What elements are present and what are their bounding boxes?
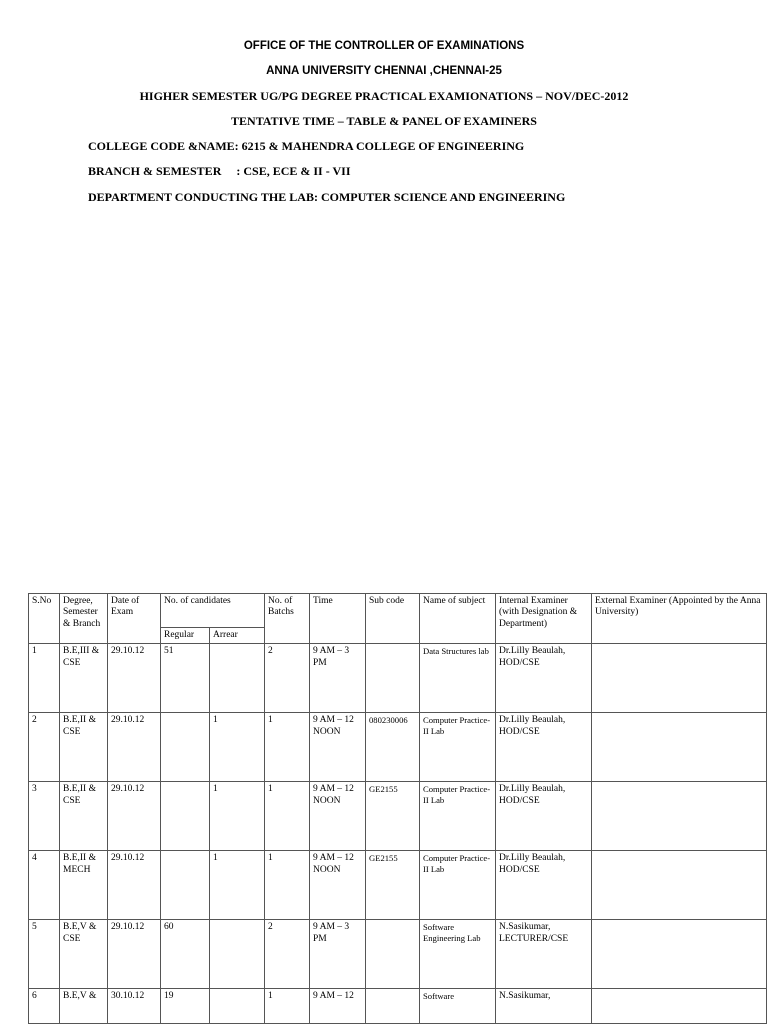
cell-external — [592, 851, 767, 920]
cell-batches: 1 — [265, 782, 310, 851]
cell-regular — [161, 782, 210, 851]
cell-external — [592, 713, 767, 782]
cell-date: 29.10.12 — [108, 782, 161, 851]
table-row — [29, 920, 767, 989]
table-row — [29, 644, 767, 713]
cell-internal: N.Sasikumar, LECTURER/CSE — [496, 920, 592, 989]
cell-batches: 2 — [265, 644, 310, 713]
cell-external — [592, 920, 767, 989]
cell-date: 29.10.12 — [108, 920, 161, 989]
cell-subject: Software — [420, 989, 496, 1024]
header-degree: Degree, Semester & Branch — [60, 594, 108, 644]
cell-date: 30.10.12 — [108, 989, 161, 1024]
cell-batches: 1 — [265, 851, 310, 920]
cell-internal: N.Sasikumar, — [496, 989, 592, 1024]
cell-regular: 51 — [161, 644, 210, 713]
cell-regular: 19 — [161, 989, 210, 1024]
cell-degree: B.E,II & CSE — [60, 782, 108, 851]
cell-regular: 60 — [161, 920, 210, 989]
table-body — [29, 644, 767, 1024]
header-row — [29, 594, 767, 628]
table-row — [29, 989, 767, 1024]
cell-internal: Dr.Lilly Beaulah, HOD/CSE — [496, 851, 592, 920]
table-row — [29, 782, 767, 851]
cell-external — [592, 644, 767, 713]
header-internal: Internal Examiner (with Designation & Department) — [496, 594, 592, 644]
branch-info: BRANCH & SEMESTER : CSE, ECE & II - VII — [88, 164, 351, 178]
cell-sno: 4 — [29, 851, 60, 920]
cell-degree: B.E,V & — [60, 989, 108, 1024]
college-info: COLLEGE CODE &NAME: 6215 & MAHENDRA COLLEGE OF ENGINEERING — [88, 139, 525, 153]
cell-regular — [161, 713, 210, 782]
header-subcode: Sub code — [366, 594, 420, 644]
header-sno: S.No — [29, 594, 60, 644]
cell-arrear: 1 — [210, 713, 265, 782]
cell-degree: B.E,II & CSE — [60, 713, 108, 782]
cell-sno: 2 — [29, 713, 60, 782]
cell-internal: Dr.Lilly Beaulah, HOD/CSE — [496, 713, 592, 782]
office-title: OFFICE OF THE CONTROLLER OF EXAMINATIONS — [243, 40, 525, 52]
cell-date: 29.10.12 — [108, 644, 161, 713]
cell-sno: 6 — [29, 989, 60, 1024]
cell-arrear — [210, 644, 265, 713]
cell-external — [592, 989, 767, 1024]
header-time: Time — [310, 594, 366, 644]
table-row — [29, 713, 767, 782]
cell-arrear — [210, 920, 265, 989]
subtitle: TENTATIVE TIME – TABLE & PANEL OF EXAMINERS — [231, 114, 537, 128]
cell-degree: B.E,III & CSE — [60, 644, 108, 713]
cell-external — [592, 782, 767, 851]
cell-arrear: 1 — [210, 782, 265, 851]
cell-degree: B.E,V & CSE — [60, 920, 108, 989]
header-subject: Name of subject — [420, 594, 496, 644]
header-external: External Examiner (Appointed by the Anna University) — [592, 594, 767, 644]
cell-sno: 3 — [29, 782, 60, 851]
table-row — [29, 851, 767, 920]
header-batches: No. of Batchs — [265, 594, 310, 644]
cell-subcode — [366, 920, 420, 989]
cell-subject: Computer Practice-II Lab — [420, 713, 496, 782]
cell-subcode — [366, 644, 420, 713]
cell-time: 9 AM – 12 NOON — [310, 713, 366, 782]
cell-subject: Computer Practice-II Lab — [420, 851, 496, 920]
cell-time: 9 AM – 12 — [310, 989, 366, 1024]
cell-time: 9 AM – 3 PM — [310, 920, 366, 989]
cell-batches: 1 — [265, 989, 310, 1024]
header-regular: Regular — [161, 628, 210, 644]
cell-subject: Computer Practice-II Lab — [420, 782, 496, 851]
cell-batches: 2 — [265, 920, 310, 989]
cell-subject: Software Engineering Lab — [420, 920, 496, 989]
cell-time: 9 AM – 12 NOON — [310, 782, 366, 851]
cell-subject: Data Structures lab — [420, 644, 496, 713]
cell-sno: 1 — [29, 644, 60, 713]
cell-time: 9 AM – 3 PM — [310, 644, 366, 713]
cell-internal: Dr.Lilly Beaulah, HOD/CSE — [496, 782, 592, 851]
cell-subcode — [366, 989, 420, 1024]
schedule-table — [28, 593, 767, 1024]
cell-subcode: GE2155 — [366, 782, 420, 851]
department-info: DEPARTMENT CONDUCTING THE LAB: COMPUTER SCIENCE AND ENGINEERING — [88, 190, 566, 204]
cell-subcode: GE2155 — [366, 851, 420, 920]
header-date: Date of Exam — [108, 594, 161, 644]
cell-degree: B.E,II & MECH — [60, 851, 108, 920]
cell-sno: 5 — [29, 920, 60, 989]
cell-batches: 1 — [265, 713, 310, 782]
cell-subcode: 080230006 — [366, 713, 420, 782]
cell-date: 29.10.12 — [108, 851, 161, 920]
cell-arrear — [210, 989, 265, 1024]
cell-time: 9 AM – 12 NOON — [310, 851, 366, 920]
university-name: ANNA UNIVERSITY CHENNAI ,CHENNAI-25 — [266, 65, 502, 77]
cell-regular — [161, 851, 210, 920]
cell-internal: Dr.Lilly Beaulah, HOD/CSE — [496, 644, 592, 713]
cell-date: 29.10.12 — [108, 713, 161, 782]
header-candidates: No. of candidates — [161, 594, 265, 628]
header-arrear: Arrear — [210, 628, 265, 644]
exam-title: HIGHER SEMESTER UG/PG DEGREE PRACTICAL EXAMIONATIONS – NOV/DEC-2012 — [139, 89, 629, 103]
cell-arrear: 1 — [210, 851, 265, 920]
